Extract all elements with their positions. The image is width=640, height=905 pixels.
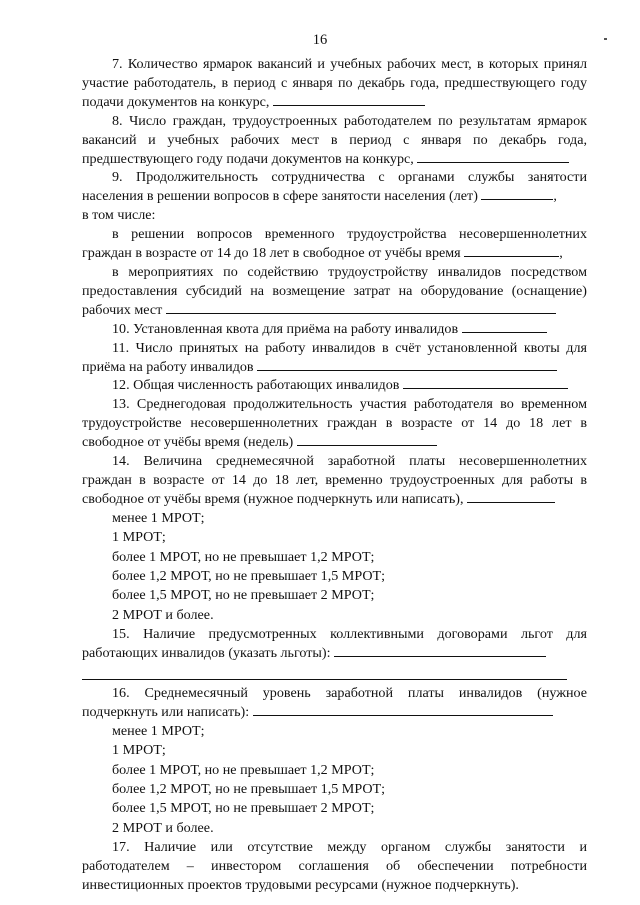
- page-number: 16: [312, 32, 328, 48]
- item-16-text: 16. Среднемесячный уровень заработной платы инвалидов (нужное подчеркнуть или написать):: [82, 685, 587, 720]
- item-13-blank[interactable]: [297, 434, 437, 446]
- item-15-blank[interactable]: [334, 645, 546, 657]
- item-9: [82, 168, 587, 206]
- item-9b: [82, 263, 587, 320]
- item-14-option[interactable]: более 1,5 МРОТ, но не превышает 2 МРОТ;: [112, 587, 375, 604]
- item-8: [82, 112, 587, 169]
- item-9b-text: в мероприятиях по содействию трудоустройству инвалидов посредством предоставления субсидий на возмещение затрат на оборудование (оснащение) рабочих мест: [82, 263, 587, 318]
- item-12: [82, 376, 587, 395]
- item-16-option[interactable]: 2 МРОТ и более.: [112, 819, 214, 836]
- item-14-option[interactable]: более 1,2 МРОТ, но не превышает 1,5 МРОТ;: [112, 567, 386, 584]
- item-12-text: 12. Общая численность работающих инвалидов: [112, 377, 400, 394]
- item-13-text: 13. Среднегодовая продолжительность участия работодателя во временном трудоустройстве несовершеннолетних граждан в возрасте от 14 до 18 лет в свободное от учёбы время (недель): [82, 396, 587, 451]
- item-10: [82, 320, 587, 339]
- item-16-option[interactable]: более 1,2 МРОТ, но не превышает 1,5 МРОТ;: [112, 781, 386, 798]
- item-9b-blank[interactable]: [166, 302, 556, 314]
- item-14-options: [82, 509, 587, 625]
- item-9a-blank[interactable]: [464, 245, 559, 257]
- item-9a-tail: ,: [559, 245, 563, 262]
- item-8-text: 8. Число граждан, трудоустроенных работодателем по результатам ярмарок вакансий и учебных рабочих мест в период с января по декабрь года, предшествующего году подачи документов на конкурс,: [82, 112, 587, 167]
- item-7-text: 7. Количество ярмарок вакансий и учебных рабочих мест, в которых принял участие работодатель, в период с января по декабрь года, предшествующего году подачи документов на конкурс,: [82, 56, 587, 110]
- item-14: [82, 452, 587, 509]
- item-16-option[interactable]: менее 1 МРОТ;: [112, 722, 205, 739]
- item-14-option[interactable]: 1 МРОТ;: [112, 529, 166, 546]
- item-11-blank[interactable]: [257, 359, 557, 371]
- document-body: [82, 55, 587, 895]
- item-14-blank[interactable]: [467, 491, 555, 503]
- item-12-blank[interactable]: [403, 377, 568, 389]
- item-9-sub: в том числе:: [82, 207, 156, 224]
- item-7: [82, 55, 587, 112]
- item-16: [82, 684, 587, 722]
- item-15: [82, 625, 587, 663]
- item-16-options: [82, 722, 587, 838]
- item-15-text: 15. Наличие предусмотренных коллективными договорами льгот для работающих инвалидов (указать льготы):: [82, 626, 587, 662]
- item-16-option[interactable]: более 1,5 МРОТ, но не превышает 2 МРОТ;: [112, 800, 375, 817]
- item-9a-text: в решении вопросов временного трудоустройства несовершеннолетних граждан в возрасте от 14 до 18 лет в свободное от учёбы время: [82, 226, 587, 262]
- item-14-option[interactable]: менее 1 МРОТ;: [112, 509, 205, 526]
- item-10-text: 10. Установленная квота для приёма на работу инвалидов: [112, 320, 459, 337]
- item-9-tail: ,: [553, 188, 557, 205]
- item-9-text: 9. Продолжительность сотрудничества с органами службы занятости населения в решении вопросов в сфере занятости населения (лет): [82, 169, 587, 205]
- item-9-blank[interactable]: [481, 188, 553, 200]
- item-14-option[interactable]: 2 МРОТ и более.: [112, 606, 214, 623]
- item-14-option[interactable]: более 1 МРОТ, но не превышает 1,2 МРОТ;: [112, 548, 375, 565]
- item-7-blank[interactable]: [273, 94, 425, 106]
- item-11-text: 11. Число принятых на работу инвалидов в счёт установленной квоты для приёма на работу инвалидов: [82, 339, 587, 375]
- item-17: 17. Наличие или отсутствие между органом службы занятости и работодателем – инвестором соглашения об обеспечении потребности инвестиционных проектов трудовыми ресурсами (нужное подчеркнуть).: [82, 839, 587, 894]
- item-15-extra-line[interactable]: [82, 663, 567, 680]
- item-14-text: 14. Величина среднемесячной заработной платы несовершеннолетних граждан в возрасте от 14 до 18 лет, временно трудоустроенных для работы в свободное от учёбы время (нужное подчеркнуть или написать),: [82, 453, 587, 507]
- item-13: [82, 395, 587, 452]
- item-10-blank[interactable]: [462, 321, 547, 333]
- scan-speck: [604, 38, 607, 40]
- item-16-option[interactable]: более 1 МРОТ, но не превышает 1,2 МРОТ;: [112, 761, 375, 778]
- item-8-blank[interactable]: [417, 151, 569, 163]
- item-16-option[interactable]: 1 МРОТ;: [112, 742, 166, 759]
- item-16-blank[interactable]: [253, 704, 553, 716]
- item-11: [82, 339, 587, 377]
- item-9a: [82, 225, 587, 263]
